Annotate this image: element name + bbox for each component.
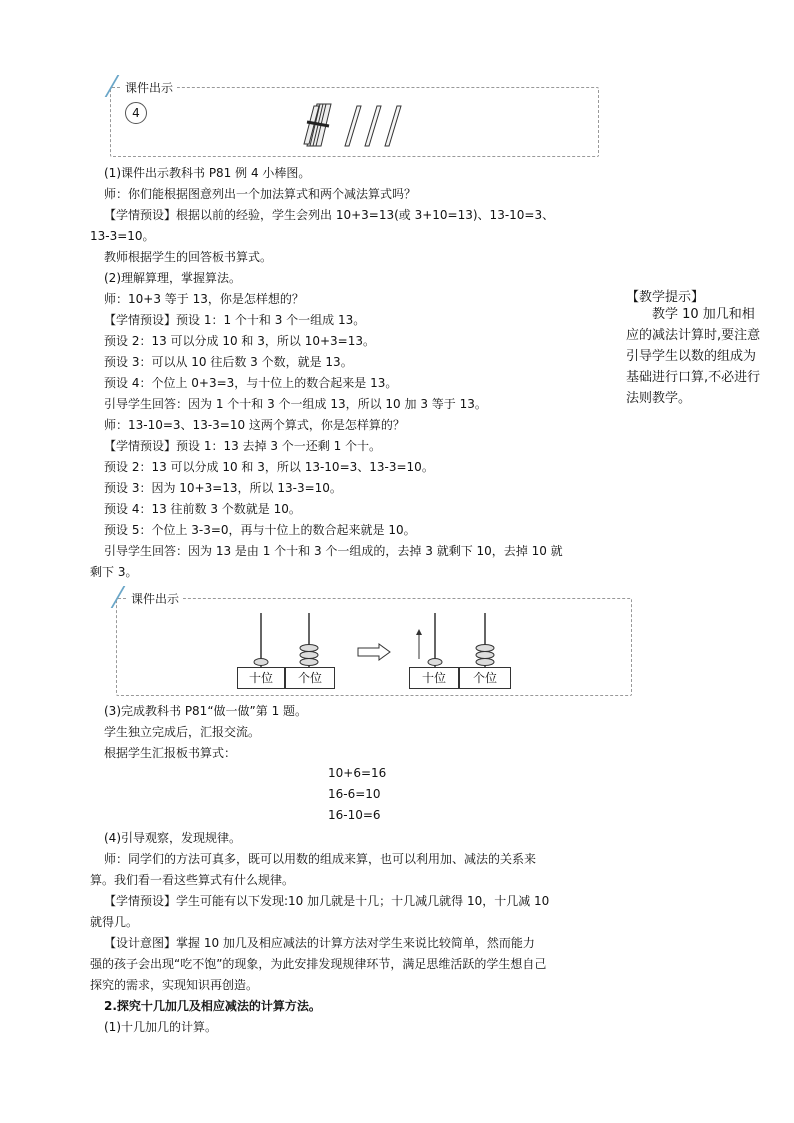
text-line: 师：10+3 等于 13，你是怎样想的？ — [104, 292, 304, 306]
courseware-box-2 — [116, 592, 632, 696]
text-line: 根据学生汇报板书算式： — [104, 746, 237, 760]
text-line: 引导学生回答：因为 13 是由 1 个十和 3 个一组成的，去掉 3 就剩下 10，去掉 10 就 — [104, 544, 563, 558]
abacus-ones-label: 个位 — [459, 667, 511, 689]
text-line: 【学情预设】预设 1：13 去掉 3 个一还剩 1 个十。 — [104, 439, 382, 453]
text-line: 师：同学们的方法可真多，既可以用数的组成来算，也可以利用加、减法的关系来 — [104, 852, 537, 866]
text-line: 师：13-10=3、13-3=10 这两个算式，你是怎样算的？ — [104, 418, 405, 432]
text-line: 13-3=10。 — [90, 229, 155, 243]
text-line: 【学情预设】根据以前的经验，学生会列出 10+3=13(或 3+10=13)、13-10=3、 — [104, 208, 555, 222]
abacus-after — [409, 611, 513, 667]
text-line: 预设 5：个位上 3-3=0，再与十位上的数合起来就是 10。 — [104, 523, 416, 537]
text-line: 【学情预设】学生可能有以下发现:10 加几就是十几；十几减几就得 10，十几减 10 — [104, 894, 550, 908]
text-line: 引导学生回答：因为 1 个十和 3 个一组成 13，所以 10 加 3 等于 13。 — [104, 397, 487, 411]
text-line: 【学情预设】预设 1：1 个十和 3 个一组成 13。 — [104, 313, 366, 327]
text-line: (2)理解算理，掌握算法。 — [104, 271, 241, 285]
text-line: 算。我们看一看这些算式有什么规律。 — [90, 873, 295, 887]
text-line: 预设 4：13 往前数 3 个数就是 10。 — [104, 502, 301, 516]
abacus-tens-label: 十位 — [237, 667, 285, 689]
text-line: 探究的需求，实现知识再创造。 — [90, 978, 259, 992]
text-line: 剩下 3。 — [90, 565, 138, 579]
text-line: 【设计意图】掌握 10 加几及相应减法的计算方法对学生来说比较简单，然而能力 — [104, 936, 535, 950]
text-line: 预设 3：因为 10+3=13，所以 13-3=10。 — [104, 481, 342, 495]
text-line: 预设 2：13 可以分成 10 和 3，所以 10+3=13。 — [104, 334, 375, 348]
tip-body: 教学 10 加几和相应的减法计算时,要注意引导学生以数的组成为基础进行口算,不必进行法则教学。 — [626, 307, 761, 406]
text-line: 学生独立完成后，汇报交流。 — [104, 725, 261, 739]
text-line: 教师根据学生的回答板书算式。 — [104, 250, 273, 264]
text-line: (1)十几加几的计算。 — [104, 1020, 217, 1034]
text-line: (4)引导观察，发现规律。 — [104, 831, 241, 845]
text-line: 就得几。 — [90, 915, 139, 929]
equation: 10+6=16 — [328, 766, 387, 780]
abacus-before — [237, 611, 337, 667]
section-heading: 2.探究十几加几及相应减法的计算方法。 — [104, 999, 321, 1013]
equation: 16-10=6 — [328, 808, 381, 822]
equation: 16-6=10 — [328, 787, 381, 801]
text-line: (3)完成教科书 P81“做一做”第 1 题。 — [104, 704, 308, 718]
text-line: 师：你们能根据图意列出一个加法算式和两个减法算式吗？ — [104, 187, 417, 201]
example-number: 4 — [125, 102, 147, 124]
courseware-box-1 — [110, 81, 599, 157]
text-line: 预设 4：个位上 0+3=3，与十位上的数合起来是 13。 — [104, 376, 398, 390]
tip-title: 【教学提示】 — [626, 290, 705, 305]
text-line: 强的孩子会出现“吃不饱”的现象，为此安排发现规律环节，满足思维活跃的学生想自己 — [90, 957, 547, 971]
text-line: 预设 3：可以从 10 往后数 3 个数，就是 13。 — [104, 355, 353, 369]
sticks-illustration — [297, 100, 417, 152]
courseware-tag: 课件出示 — [127, 590, 183, 607]
text-line: (1)课件出示教科书 P81 例 4 小棒图。 — [104, 166, 311, 180]
courseware-tag: 课件出示 — [121, 79, 177, 96]
abacus-tens-label: 十位 — [409, 667, 459, 689]
arrow-right-icon — [357, 643, 391, 661]
text-line: 预设 2：13 可以分成 10 和 3，所以 13-10=3、13-3=10。 — [104, 460, 434, 474]
abacus-ones-label: 个位 — [285, 667, 335, 689]
